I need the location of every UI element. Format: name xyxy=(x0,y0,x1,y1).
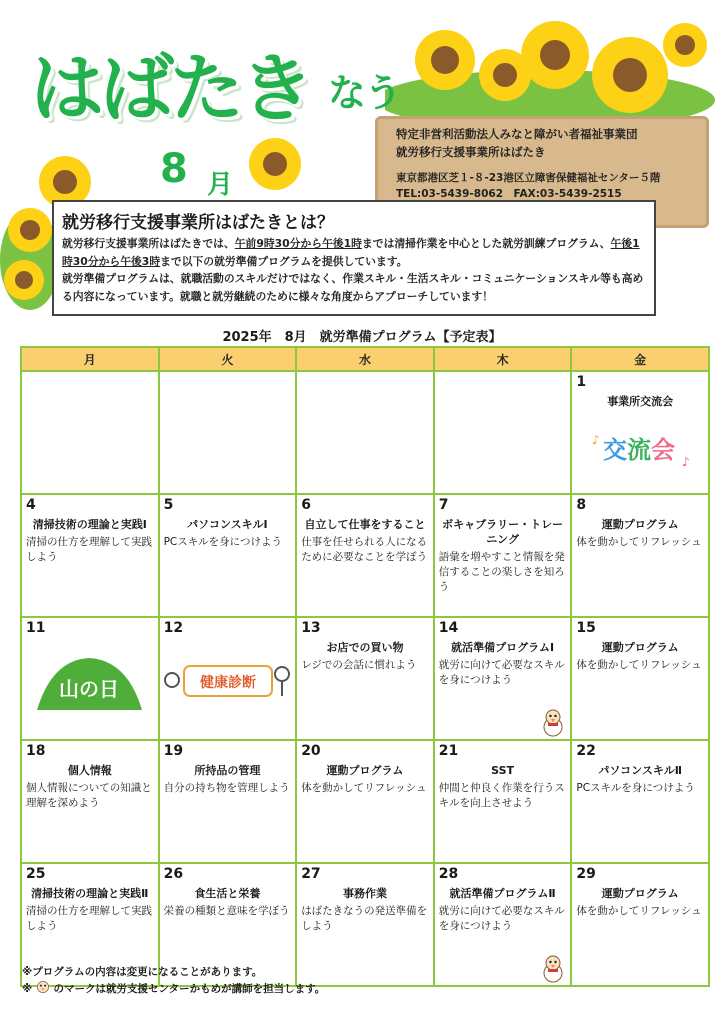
notes xyxy=(22,964,325,997)
exchange-event-icon xyxy=(584,430,694,470)
day-number: 25 xyxy=(26,866,46,882)
program-description: 個人情報についての知識と理解を深めよう xyxy=(26,782,152,809)
kamome-mascot-icon xyxy=(36,980,50,994)
program-description: 体を動かしてリフレッシュ xyxy=(576,905,702,917)
program-title: 清掃技術の理論と実践Ⅱ xyxy=(31,887,149,900)
program-description: 自分の持ち物を管理しよう xyxy=(163,782,290,794)
day-number: 1 xyxy=(576,374,587,390)
calendar-day-cell xyxy=(571,494,709,617)
program-description: 清掃の仕方を理解して実践しよう xyxy=(26,905,152,932)
calendar-day-cell xyxy=(296,371,434,494)
weekday-header: 火 xyxy=(159,347,297,371)
program-title: 事務作業 xyxy=(342,887,387,900)
calendar-week-row xyxy=(21,617,709,740)
org-name: 特定非営利活動法人みなと障がい者福祉事業団 xyxy=(396,127,638,141)
month-suffix: 月 xyxy=(207,170,234,200)
program-description: 体を動かしてリフレッシュ xyxy=(576,659,702,671)
calendar-day-cell xyxy=(159,740,297,863)
program-description: はばたきなうの発送準備をしよう xyxy=(301,905,428,932)
weekday-header: 水 xyxy=(296,347,434,371)
svg-text:交流会: 交流会 xyxy=(603,436,676,464)
day-number: 28 xyxy=(438,866,459,882)
program-title: 清掃技術の理論と実践Ⅰ xyxy=(32,518,147,531)
day-number: 13 xyxy=(301,620,321,636)
kamome-mascot-icon xyxy=(540,707,566,737)
program-title: 就活準備プログラムⅠ xyxy=(451,641,555,654)
day-number: 15 xyxy=(576,620,596,636)
program-title: パソコンスキルⅠ xyxy=(187,518,268,531)
intro-p1-b: 午前9時30分から午後1時 xyxy=(234,237,362,250)
newsletter-title: はばたき xyxy=(30,46,310,132)
program-title: SST xyxy=(491,764,514,777)
calendar-day-cell xyxy=(159,371,297,494)
day-number: 4 xyxy=(26,497,36,513)
day-number: 26 xyxy=(163,866,184,882)
sunflower-decoration-top-right xyxy=(385,20,715,130)
schedule-title: 2025年 8月 就労準備プログラム【予定表】 xyxy=(222,330,502,345)
day-number: 6 xyxy=(301,497,311,513)
program-title: ボキャブラリー・トレーニング xyxy=(442,518,564,546)
calendar-day-cell xyxy=(434,617,572,740)
day-number: 11 xyxy=(26,620,46,636)
day-number: 18 xyxy=(26,743,46,759)
schedule-calendar xyxy=(20,346,710,987)
office-name: 就労移行支援事業所はばたき xyxy=(396,145,546,159)
kamome-mascot-icon xyxy=(540,953,566,983)
day-number: 21 xyxy=(438,743,459,759)
calendar-day-cell xyxy=(571,740,709,863)
program-description: PCスキルを身につけよう xyxy=(576,782,695,794)
program-title: パソコンスキルⅡ xyxy=(598,764,682,777)
day-number: 19 xyxy=(163,743,184,759)
calendar-week-row xyxy=(21,371,709,494)
intro-p1-c: までは清掃作業を中心とした就労訓練プログラム、 xyxy=(361,237,611,250)
program-description: レジでの会話に慣れよう xyxy=(301,659,417,671)
program-description: 語彙を増やすこと情報を発信することの楽しさを知ろう xyxy=(438,551,565,593)
calendar-day-cell xyxy=(434,863,572,986)
intro-p1-d: 午後1時30分から午後3時 xyxy=(62,237,640,268)
calendar-day-cell xyxy=(434,740,572,863)
day-number: 12 xyxy=(163,620,184,636)
weekday-header: 月 xyxy=(21,347,159,371)
calendar-day-cell xyxy=(571,617,709,740)
program-title: 食生活と栄養 xyxy=(194,887,261,900)
program-description: 就労に向けて必要なスキルを身につけよう xyxy=(438,905,565,932)
day-number: 14 xyxy=(438,620,459,636)
calendar-day-cell xyxy=(571,371,709,494)
calendar-day-cell xyxy=(159,617,297,740)
calendar-day-cell xyxy=(296,494,434,617)
note-2-suffix: のマークは就労支援センターかもめが講師を担当します。 xyxy=(53,983,326,995)
day-number: 20 xyxy=(301,743,321,759)
program-title: お店での買い物 xyxy=(326,641,404,654)
calendar-day-cell xyxy=(296,740,434,863)
calendar-day-cell xyxy=(434,371,572,494)
calendar-day-cell xyxy=(571,863,709,986)
program-description: 清掃の仕方を理解して実践しよう xyxy=(26,536,152,563)
program-title: 個人情報 xyxy=(67,764,112,777)
note-2-prefix: ※ xyxy=(22,983,33,995)
calendar-day-cell xyxy=(21,494,159,617)
svg-text:健康診断: 健康診断 xyxy=(199,675,256,691)
note-2 xyxy=(22,980,325,997)
mountain-day-icon xyxy=(32,650,147,716)
program-description: 体を動かしてリフレッシュ xyxy=(301,782,427,794)
calendar-day-cell xyxy=(159,494,297,617)
svg-text:♪: ♪ xyxy=(682,455,691,469)
sunflower-small-icon xyxy=(245,134,305,194)
org-phone-fax: TEL:03-5439-8062 FAX:03-5439-2515 xyxy=(396,188,622,200)
program-description: 就労に向けて必要なスキルを身につけよう xyxy=(438,659,565,686)
svg-text:山の日: 山の日 xyxy=(59,677,119,701)
intro-heading: 就労移行支援事業所はばたきとは？ xyxy=(62,213,334,233)
calendar-day-cell xyxy=(21,617,159,740)
weekday-header: 木 xyxy=(434,347,572,371)
calendar-week-row xyxy=(21,740,709,863)
program-title: 運動プログラム xyxy=(601,641,679,654)
program-title: 運動プログラム xyxy=(601,518,679,531)
day-number: 5 xyxy=(163,497,174,513)
org-address: 東京都港区芝１-８-23港区立障害保健福祉センター５階 xyxy=(396,172,661,184)
intro-text xyxy=(62,235,648,305)
intro-p2: 就労準備プログラムは、就職活動のスキルだけではなく、作業スキル・生活スキル・コミュニケーションスキル等も高める内容になっています。就職と就労継続のために様々な角度からアプローチしています！ xyxy=(62,272,644,303)
day-number: 22 xyxy=(576,743,596,759)
svg-text:♪: ♪ xyxy=(592,433,601,447)
calendar-day-cell xyxy=(21,740,159,863)
program-description: 栄養の種類と意味を学ぼう xyxy=(163,905,290,917)
program-title: 運動プログラム xyxy=(601,887,679,900)
day-number: 27 xyxy=(301,866,321,882)
calendar-day-cell xyxy=(434,494,572,617)
program-description: PCスキルを身につけよう xyxy=(163,536,282,548)
note-1: ※プログラムの内容は変更になることがあります。 xyxy=(22,966,263,978)
program-description: 仕事を任せられる人になるために必要なことを学ぼう xyxy=(301,536,428,563)
program-description: 仲間と仲良く作業を行うスキルを向上させよう xyxy=(438,782,565,809)
intro-p1-a: 就労移行支援事業所はばたきでは、 xyxy=(62,237,235,250)
calendar-week-row xyxy=(21,494,709,617)
intro-p1-e: まで以下の就労準備プログラムを提供しています。 xyxy=(160,254,408,268)
weekday-header: 金 xyxy=(571,347,709,371)
program-title: 自立して仕事をすること xyxy=(304,518,426,531)
program-description: 体を動かしてリフレッシュ xyxy=(576,536,702,548)
day-number: 29 xyxy=(576,866,596,882)
day-number: 8 xyxy=(576,497,587,513)
program-title: 運動プログラム xyxy=(326,764,404,777)
health-checkup-icon xyxy=(162,656,292,704)
program-title: 所持品の管理 xyxy=(194,764,261,777)
calendar-day-cell xyxy=(296,617,434,740)
calendar-day-cell xyxy=(21,371,159,494)
program-title: 就活準備プログラムⅡ xyxy=(449,887,556,900)
newsletter-title-suffix: なう xyxy=(328,71,401,115)
program-title: 事業所交流会 xyxy=(607,395,674,408)
day-number: 7 xyxy=(438,497,449,513)
month-number: 8 xyxy=(160,146,188,192)
